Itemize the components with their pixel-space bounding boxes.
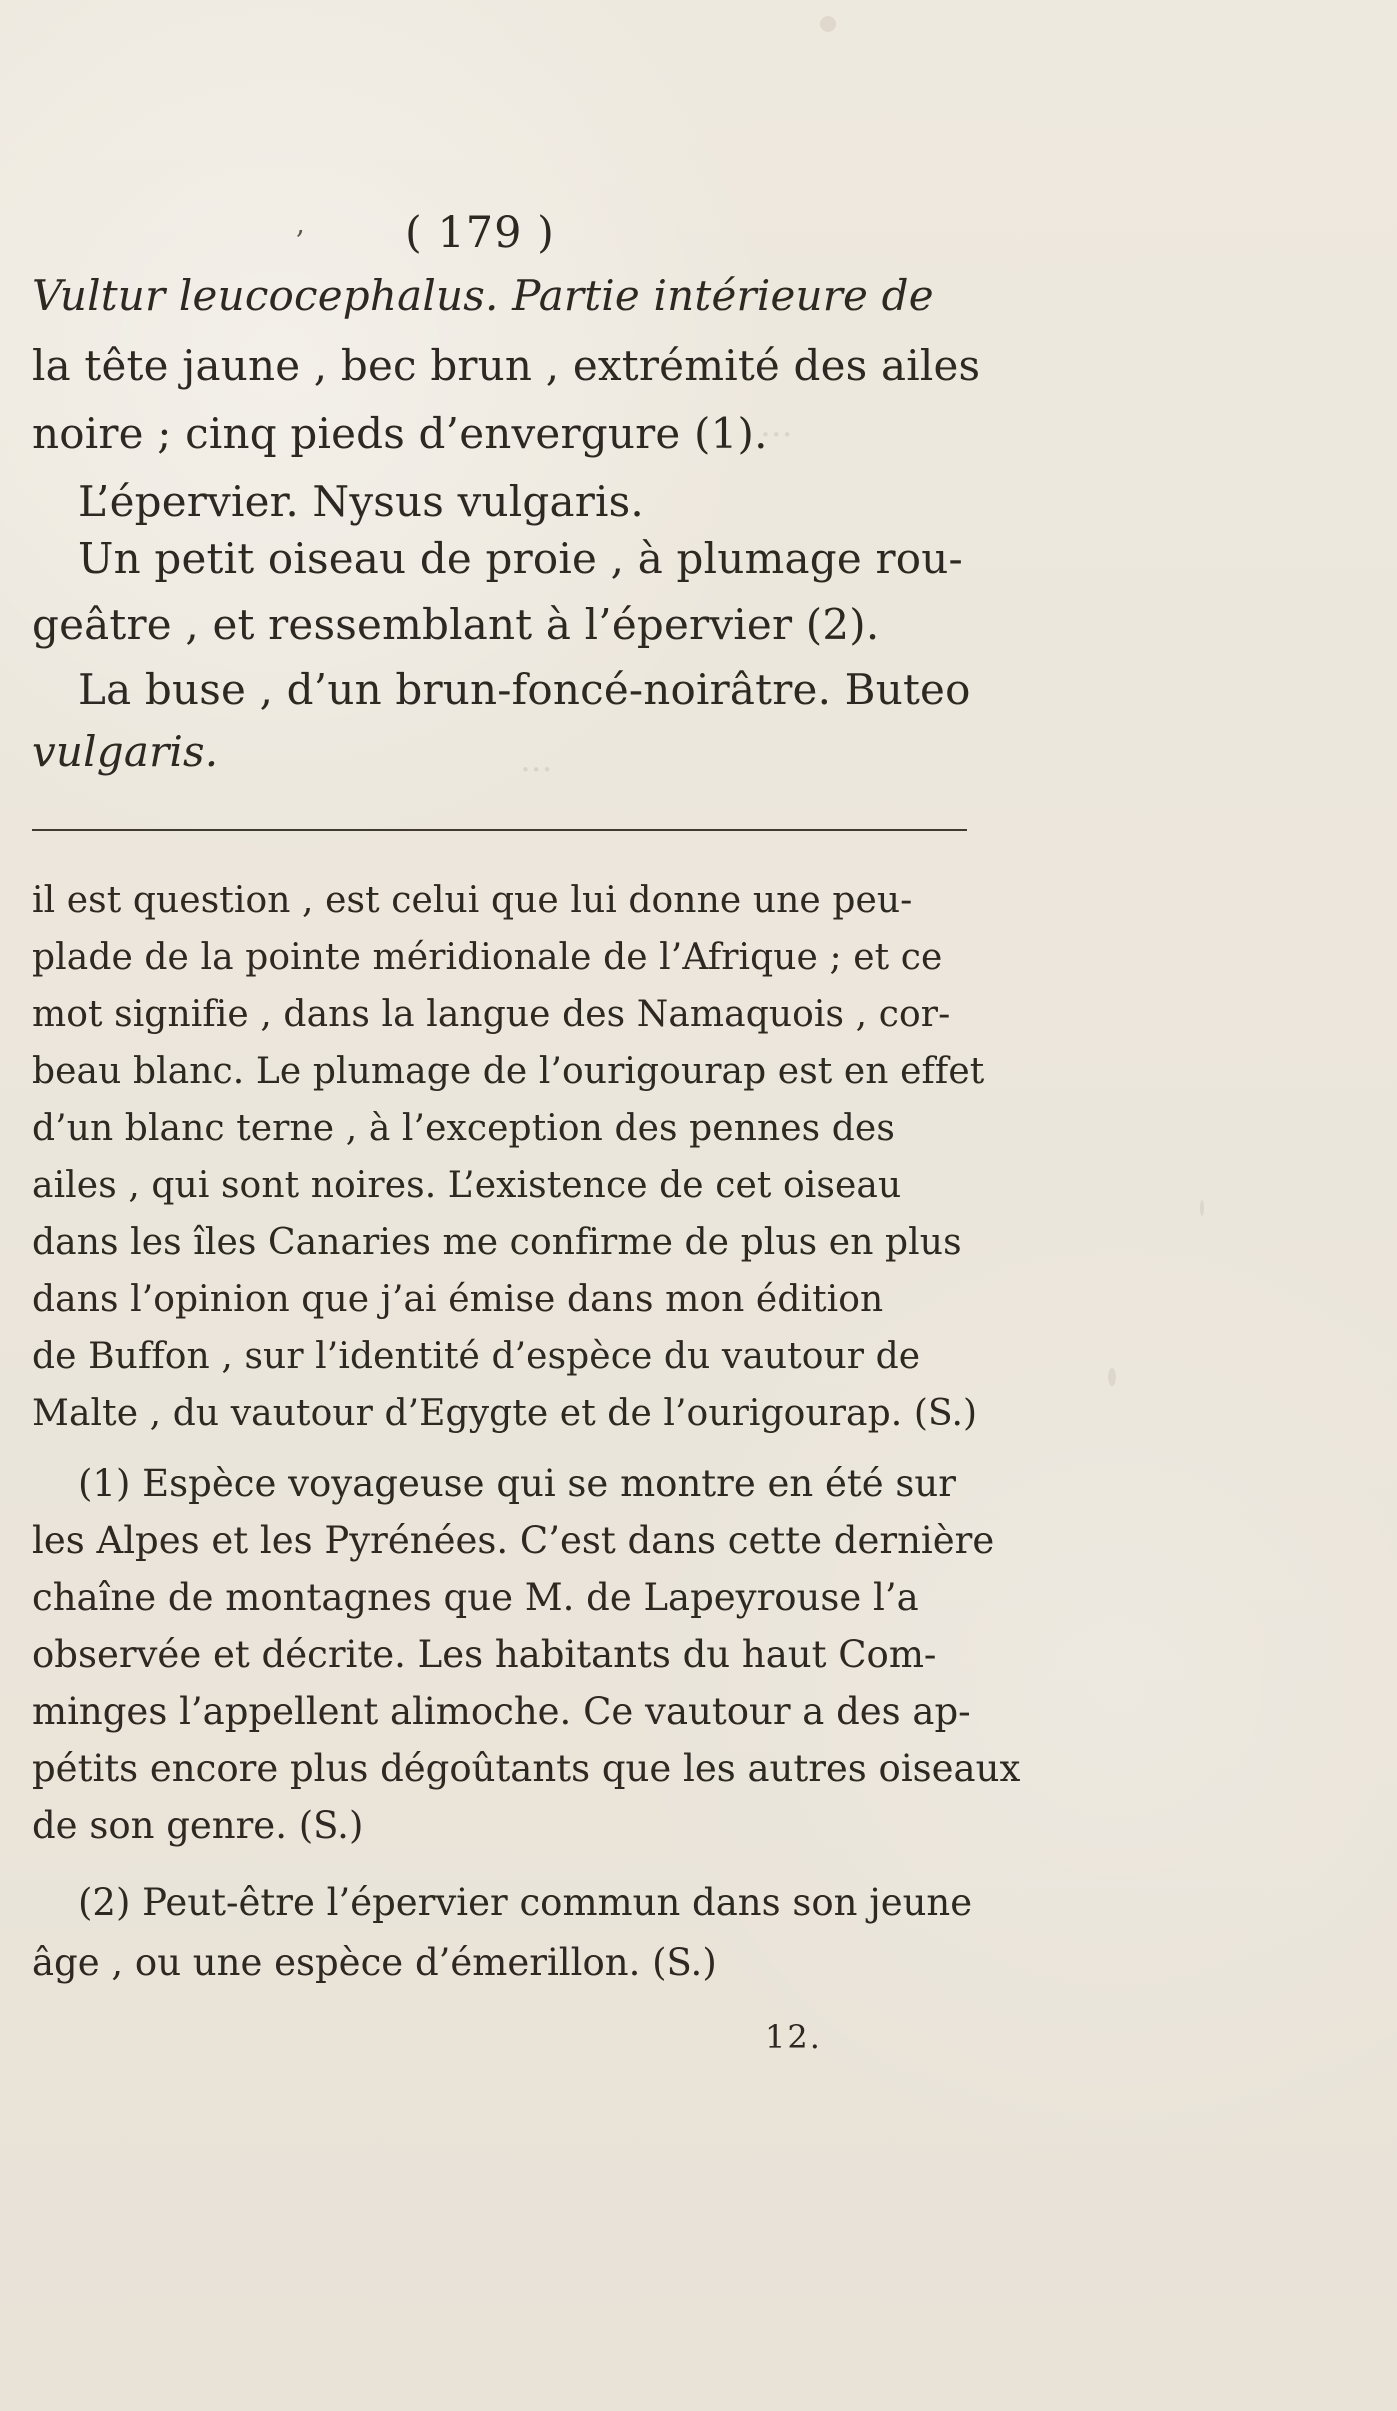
- separator-rule: [32, 829, 967, 831]
- footnote-2-line-2: âge , ou une espèce d’émerillon. (S.): [32, 1941, 717, 1984]
- footnote-1-line-1: (1) Espèce voyageuse qui se montre en été sur: [78, 1462, 956, 1505]
- note-line-8: dans l’opinion que j’ai émise dans mon édition: [32, 1279, 884, 1320]
- note-line-6: ailes , qui sont noires. L’existence de cet oiseau: [32, 1165, 902, 1206]
- bleed-through-text: ...: [520, 740, 553, 780]
- footnote-1-line-6: pétits encore plus dégoûtants que les autres oiseaux: [32, 1747, 1021, 1790]
- paper-stain: [820, 16, 836, 32]
- main-line-4: L’épervier. Nysus vulgaris.: [78, 477, 644, 526]
- footnote-1-line-4: observée et décrite. Les habitants du haut Com-: [32, 1633, 937, 1676]
- note-line-7: dans les îles Canaries me confirme de plus en plus: [32, 1222, 962, 1263]
- footnote-2-line-1: (2) Peut-être l’épervier commun dans son jeune: [78, 1881, 973, 1924]
- margin-mark: ,: [296, 207, 305, 240]
- signature-mark: 12.: [765, 2018, 822, 2056]
- bleed-through-text: ...: [760, 405, 793, 445]
- paper-stain: [1108, 1368, 1116, 1386]
- main-line-8: vulgaris.: [32, 727, 219, 776]
- page-header: ( 179 ): [405, 208, 555, 258]
- main-line-3: noire ; cinq pieds d’envergure (1).: [32, 409, 768, 458]
- note-line-9: de Buffon , sur l’identité d’espèce du vautour de: [32, 1336, 921, 1377]
- main-line-2: la tête jaune , bec brun , extrémité des ailes: [32, 341, 981, 390]
- footnote-1-line-5: minges l’appellent alimoche. Ce vautour a des ap-: [32, 1690, 971, 1733]
- note-line-1: il est question , est celui que lui donne une peu-: [32, 880, 913, 921]
- note-line-10: Malte , du vautour d’Egygte et de l’ourigourap. (S.): [32, 1393, 978, 1434]
- note-line-5: d’un blanc terne , à l’exception des pennes des: [32, 1108, 895, 1149]
- note-line-2: plade de la pointe méridionale de l’Afrique ; et ce: [32, 937, 943, 978]
- main-line-1: Vultur leucocephalus. Partie intérieure de: [32, 271, 934, 320]
- note-line-3: mot signifie , dans la langue des Namaquois , cor-: [32, 994, 951, 1035]
- main-line-6: geâtre , et ressemblant à l’épervier (2).: [32, 600, 880, 649]
- main-line-7: La buse , d’un brun-foncé-noirâtre. Buteo: [78, 665, 971, 714]
- footnote-1-line-7: de son genre. (S.): [32, 1804, 364, 1847]
- footnote-1-line-3: chaîne de montagnes que M. de Lapeyrouse l’a: [32, 1576, 919, 1619]
- note-line-4: beau blanc. Le plumage de l’ourigourap est en effet: [32, 1051, 985, 1092]
- paper-stain: [1200, 1200, 1204, 1216]
- footnote-1-line-2: les Alpes et les Pyrénées. C’est dans cette dernière: [32, 1519, 995, 1562]
- main-line-5: Un petit oiseau de proie , à plumage rou-: [78, 534, 963, 583]
